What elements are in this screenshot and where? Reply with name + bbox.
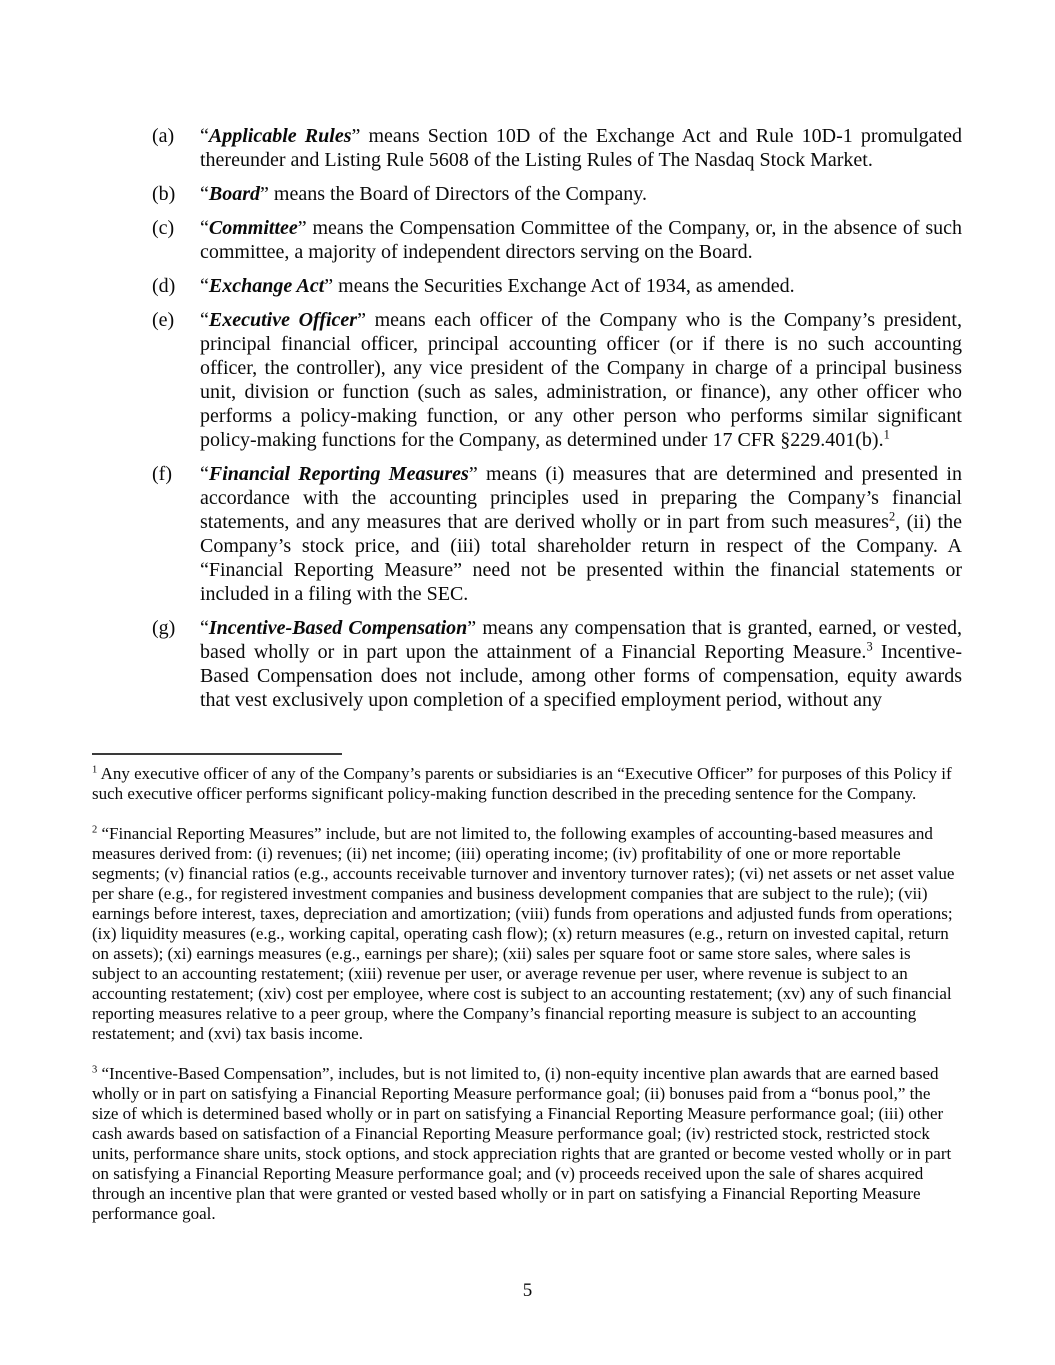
definition-text-segment: “ <box>200 275 209 297</box>
footnote-marker: 1 <box>92 764 98 776</box>
definition-label: (a) <box>152 125 175 147</box>
definition-text-segment: ” means the Compensation Committee of the Company, or, in the absence of such committee, a majority of independent directors serving on the Board. <box>200 217 962 263</box>
definition-item <box>92 308 962 452</box>
definition-text-segment: “ <box>200 617 209 639</box>
footnote-text: “Incentive-Based Compensation”, includes, but is not limited to, (i) non-equity incentive plan awards that are earned based wholly or in part on satisfying a Financial Reporting Measure performance goal; (ii) bonuses paid from a “bonus pool,” the size of which is determined based wholly or in part on satisfying a Financial Reporting Measure performance goal; (iii) other cash awards based on satisfaction of a Financial Reporting Measure performance goal; (iv) restricted stock, restricted stock units, performance share units, stock options, and stock appreciation rights that are granted or become vested wholly or in part on satisfying a Financial Reporting Measure performance goal; and (v) proceeds received upon the sale of shares acquired through an incentive plan that were granted or vested based wholly or in part on satisfying a Financial Reporting Measure performance goal. <box>92 1064 952 1223</box>
definition-label: (e) <box>152 309 175 331</box>
definition-text-segment: ” means the Securities Exchange Act of 1934, as amended. <box>324 275 795 297</box>
definition-text-segment: ” means any compensation that is granted, earned, or vested, based wholly or in part upon the attainment of a Financial Reporting Measure. <box>200 617 962 663</box>
footnote-item <box>92 764 960 804</box>
page-number: 5 <box>522 1280 533 1301</box>
definition-item <box>92 274 962 298</box>
definition-item <box>92 182 962 206</box>
footnote-marker: 2 <box>92 824 98 836</box>
definition-text-segment: “ <box>200 463 209 485</box>
definition-text-segment: “ <box>200 125 209 147</box>
footnote-separator <box>92 753 342 755</box>
definition-label: (b) <box>152 183 176 205</box>
footnote-text: Any executive officer of any of the Company’s parents or subsidiaries is an “Executive Officer” for purposes of this Policy if such executive officer performs significant policy-making function described in the preceding sentence for the Company. <box>92 764 952 803</box>
definition-text-segment: , (ii) the Company’s stock price, and (iii) total shareholder return in respect of the Company. A “Financial Reporting Measure” need not be presented within the financial statements or included in a filing with the SEC. <box>200 511 962 605</box>
definition-text <box>200 463 962 605</box>
definition-text-segment: ” means the Board of Directors of the Company. <box>260 183 647 205</box>
definition-term: Committee <box>208 217 298 239</box>
footnote-reference: 1 <box>883 427 890 442</box>
definition-label: (d) <box>152 275 176 297</box>
definition-item <box>92 462 962 606</box>
definition-text-segment: “ <box>200 309 209 331</box>
definition-text <box>200 125 962 171</box>
definition-term: Executive Officer <box>208 309 358 331</box>
footnote-marker: 3 <box>92 1064 98 1076</box>
definition-term: Financial Reporting Measures <box>208 463 469 485</box>
definitions-list <box>92 124 962 722</box>
footnote-reference: 2 <box>888 509 896 524</box>
footnote-text: “Financial Reporting Measures” include, but are not limited to, the following examples of accounting-based measures and measures derived from: (i) revenues; (ii) net income; (iii) operating income; (iv) profitability of one or more reportable segments; (v) financial ratios (e.g., accounts receivable turnover and inventory turnover rates); (vi) net assets or net asset value per share (e.g., for registered investment companies and business development companies that are subject to the rule); (vii) earnings before interest, taxes, depreciation and amortization; (viii) funds from operations and adjusted funds from operations; (ix) liquidity measures (e.g., working capital, operating cash flow); (x) return measures (e.g., return on invested capital, return on assets); (xi) earnings measures (e.g., earnings per share); (xii) sales per square foot or same store sales, where sales is subject to an accounting restatement; (xiii) revenue per user, or average revenue per user, where revenue is subject to an accounting restatement; (xiv) cost per employee, where cost is subject to an accounting restatement; (xv) any of such financial reporting measures relative to a peer group, where the Company’s financial reporting measure is subject to an accounting restatement; and (xvi) tax basis income. <box>92 824 955 1043</box>
definition-term: Board <box>208 183 261 205</box>
definition-label: (c) <box>152 217 175 239</box>
definition-text-segment: Incentive-Based Compensation does not include, among other forms of compensation, equity awards that vest exclusively upon completion of a specified employment period, without any <box>200 641 962 711</box>
definition-item <box>92 216 962 264</box>
footnote-item <box>92 1064 960 1224</box>
footnote-item <box>92 824 960 1044</box>
definition-item <box>92 616 962 712</box>
definition-term: Applicable Rules <box>208 125 352 147</box>
definition-text-segment: ” means Section 10D of the Exchange Act and Rule 10D-1 promulgated thereunder and Listing Rule 5608 of the Listing Rules of The Nasdaq Stock Market. <box>200 125 962 171</box>
definition-text <box>200 309 962 451</box>
definition-term: Exchange Act <box>208 275 325 297</box>
definition-term: Incentive-Based Compensation <box>208 617 468 639</box>
definition-text-segment: “ <box>200 183 209 205</box>
definition-label: (f) <box>152 463 172 485</box>
definition-text <box>200 275 795 297</box>
definition-text-segment: “ <box>200 217 209 239</box>
definition-text <box>200 183 647 205</box>
definition-item <box>92 124 962 172</box>
footnote-reference: 3 <box>866 639 873 654</box>
definition-text <box>200 217 962 263</box>
definition-text-segment: ” means (i) measures that are determined and presented in accordance with the accounting principles used in preparing the Company’s financial statements, and any measures that are derived wholly or in part from such measures <box>200 463 962 533</box>
definition-label: (g) <box>152 617 176 639</box>
footnotes-section <box>92 764 960 1244</box>
definition-text-segment: ” means each officer of the Company who is the Company’s president, principal financial officer, principal accounting officer (or if there is no such accounting officer, the controller), any vice president of the Company in charge of a principal business unit, division or function (such as sales, administration, or finance), any other officer who performs a policy-making function, or any other person who performs similar significant policy-making functions for the Company, as determined under 17 CFR §229.401(b). <box>200 309 962 451</box>
definition-text <box>200 617 962 711</box>
